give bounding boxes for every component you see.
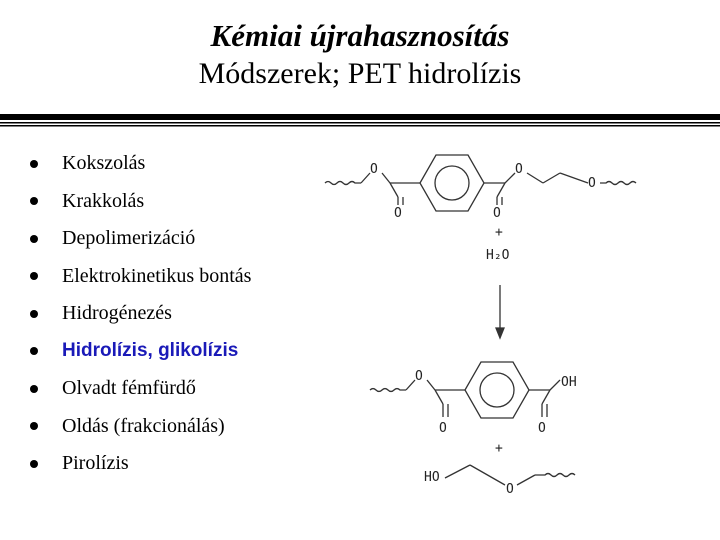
- plus-sign: +: [495, 225, 503, 240]
- water-label: H₂O: [486, 248, 510, 263]
- oxygen-label: O: [439, 421, 447, 436]
- bullet-label: Hidrogénezés: [62, 302, 172, 325]
- list-item: [30, 183, 251, 221]
- list-item: [30, 145, 251, 183]
- oxygen-label: O: [506, 482, 514, 497]
- title-divider: [0, 114, 720, 128]
- hydroxyl-label: OH: [561, 375, 577, 390]
- oxygen-label: O: [394, 206, 402, 221]
- bullet-label: Pirolízis: [62, 452, 129, 475]
- benzene-ring-icon: [420, 155, 484, 211]
- hydroxyl-label: HO: [424, 470, 440, 485]
- bullet-icon: [30, 272, 38, 280]
- wavy-bond-icon: [325, 182, 361, 185]
- bullet-icon: [30, 197, 38, 205]
- list-item: [30, 370, 251, 408]
- bullet-label: Krakkolás: [62, 189, 145, 212]
- bullet-label: Depolimerizáció: [62, 227, 196, 250]
- bullet-icon: [30, 160, 38, 168]
- bullet-label: Elektrokinetikus bontás: [62, 264, 252, 287]
- benzene-ring-icon: [465, 362, 529, 418]
- list-item: [30, 258, 251, 296]
- bullet-icon: [30, 310, 38, 318]
- wavy-bond-icon: [535, 474, 575, 477]
- list-item: [30, 445, 251, 483]
- slide-subtitle: Módszerek; PET hidrolízis: [198, 57, 522, 90]
- bullet-label: Hidrolízis, glikolízis: [62, 340, 239, 362]
- title-block: [0, 18, 720, 94]
- bullet-icon: [30, 422, 38, 430]
- bullet-list: [30, 145, 251, 483]
- bullet-label: Kokszolás: [62, 152, 146, 175]
- oxygen-label: O: [493, 206, 501, 221]
- oxygen-label: O: [415, 369, 423, 384]
- bullet-icon: [30, 460, 38, 468]
- bullet-icon: [30, 347, 38, 355]
- pet-hydrolysis-diagram: [310, 135, 710, 505]
- list-item: [30, 295, 251, 333]
- wavy-bond-icon: [600, 182, 636, 185]
- list-item: [30, 408, 251, 446]
- oxygen-label: O: [370, 162, 378, 177]
- bullet-icon: [30, 385, 38, 393]
- list-item: [30, 220, 251, 258]
- oxygen-label: O: [538, 421, 546, 436]
- bullet-icon: [30, 235, 38, 243]
- bullet-label: Oldás (frakcionálás): [62, 414, 225, 437]
- bullet-label: Olvadt fémfürdő: [62, 377, 196, 400]
- list-item-highlighted: [30, 333, 251, 371]
- plus-sign: +: [495, 441, 503, 456]
- oxygen-label: O: [515, 162, 523, 177]
- wavy-bond-icon: [370, 389, 406, 392]
- slide-title: Kémiai újrahasznosítás: [210, 18, 510, 53]
- oxygen-label: O: [588, 176, 596, 191]
- arrow-down-icon: [496, 328, 504, 338]
